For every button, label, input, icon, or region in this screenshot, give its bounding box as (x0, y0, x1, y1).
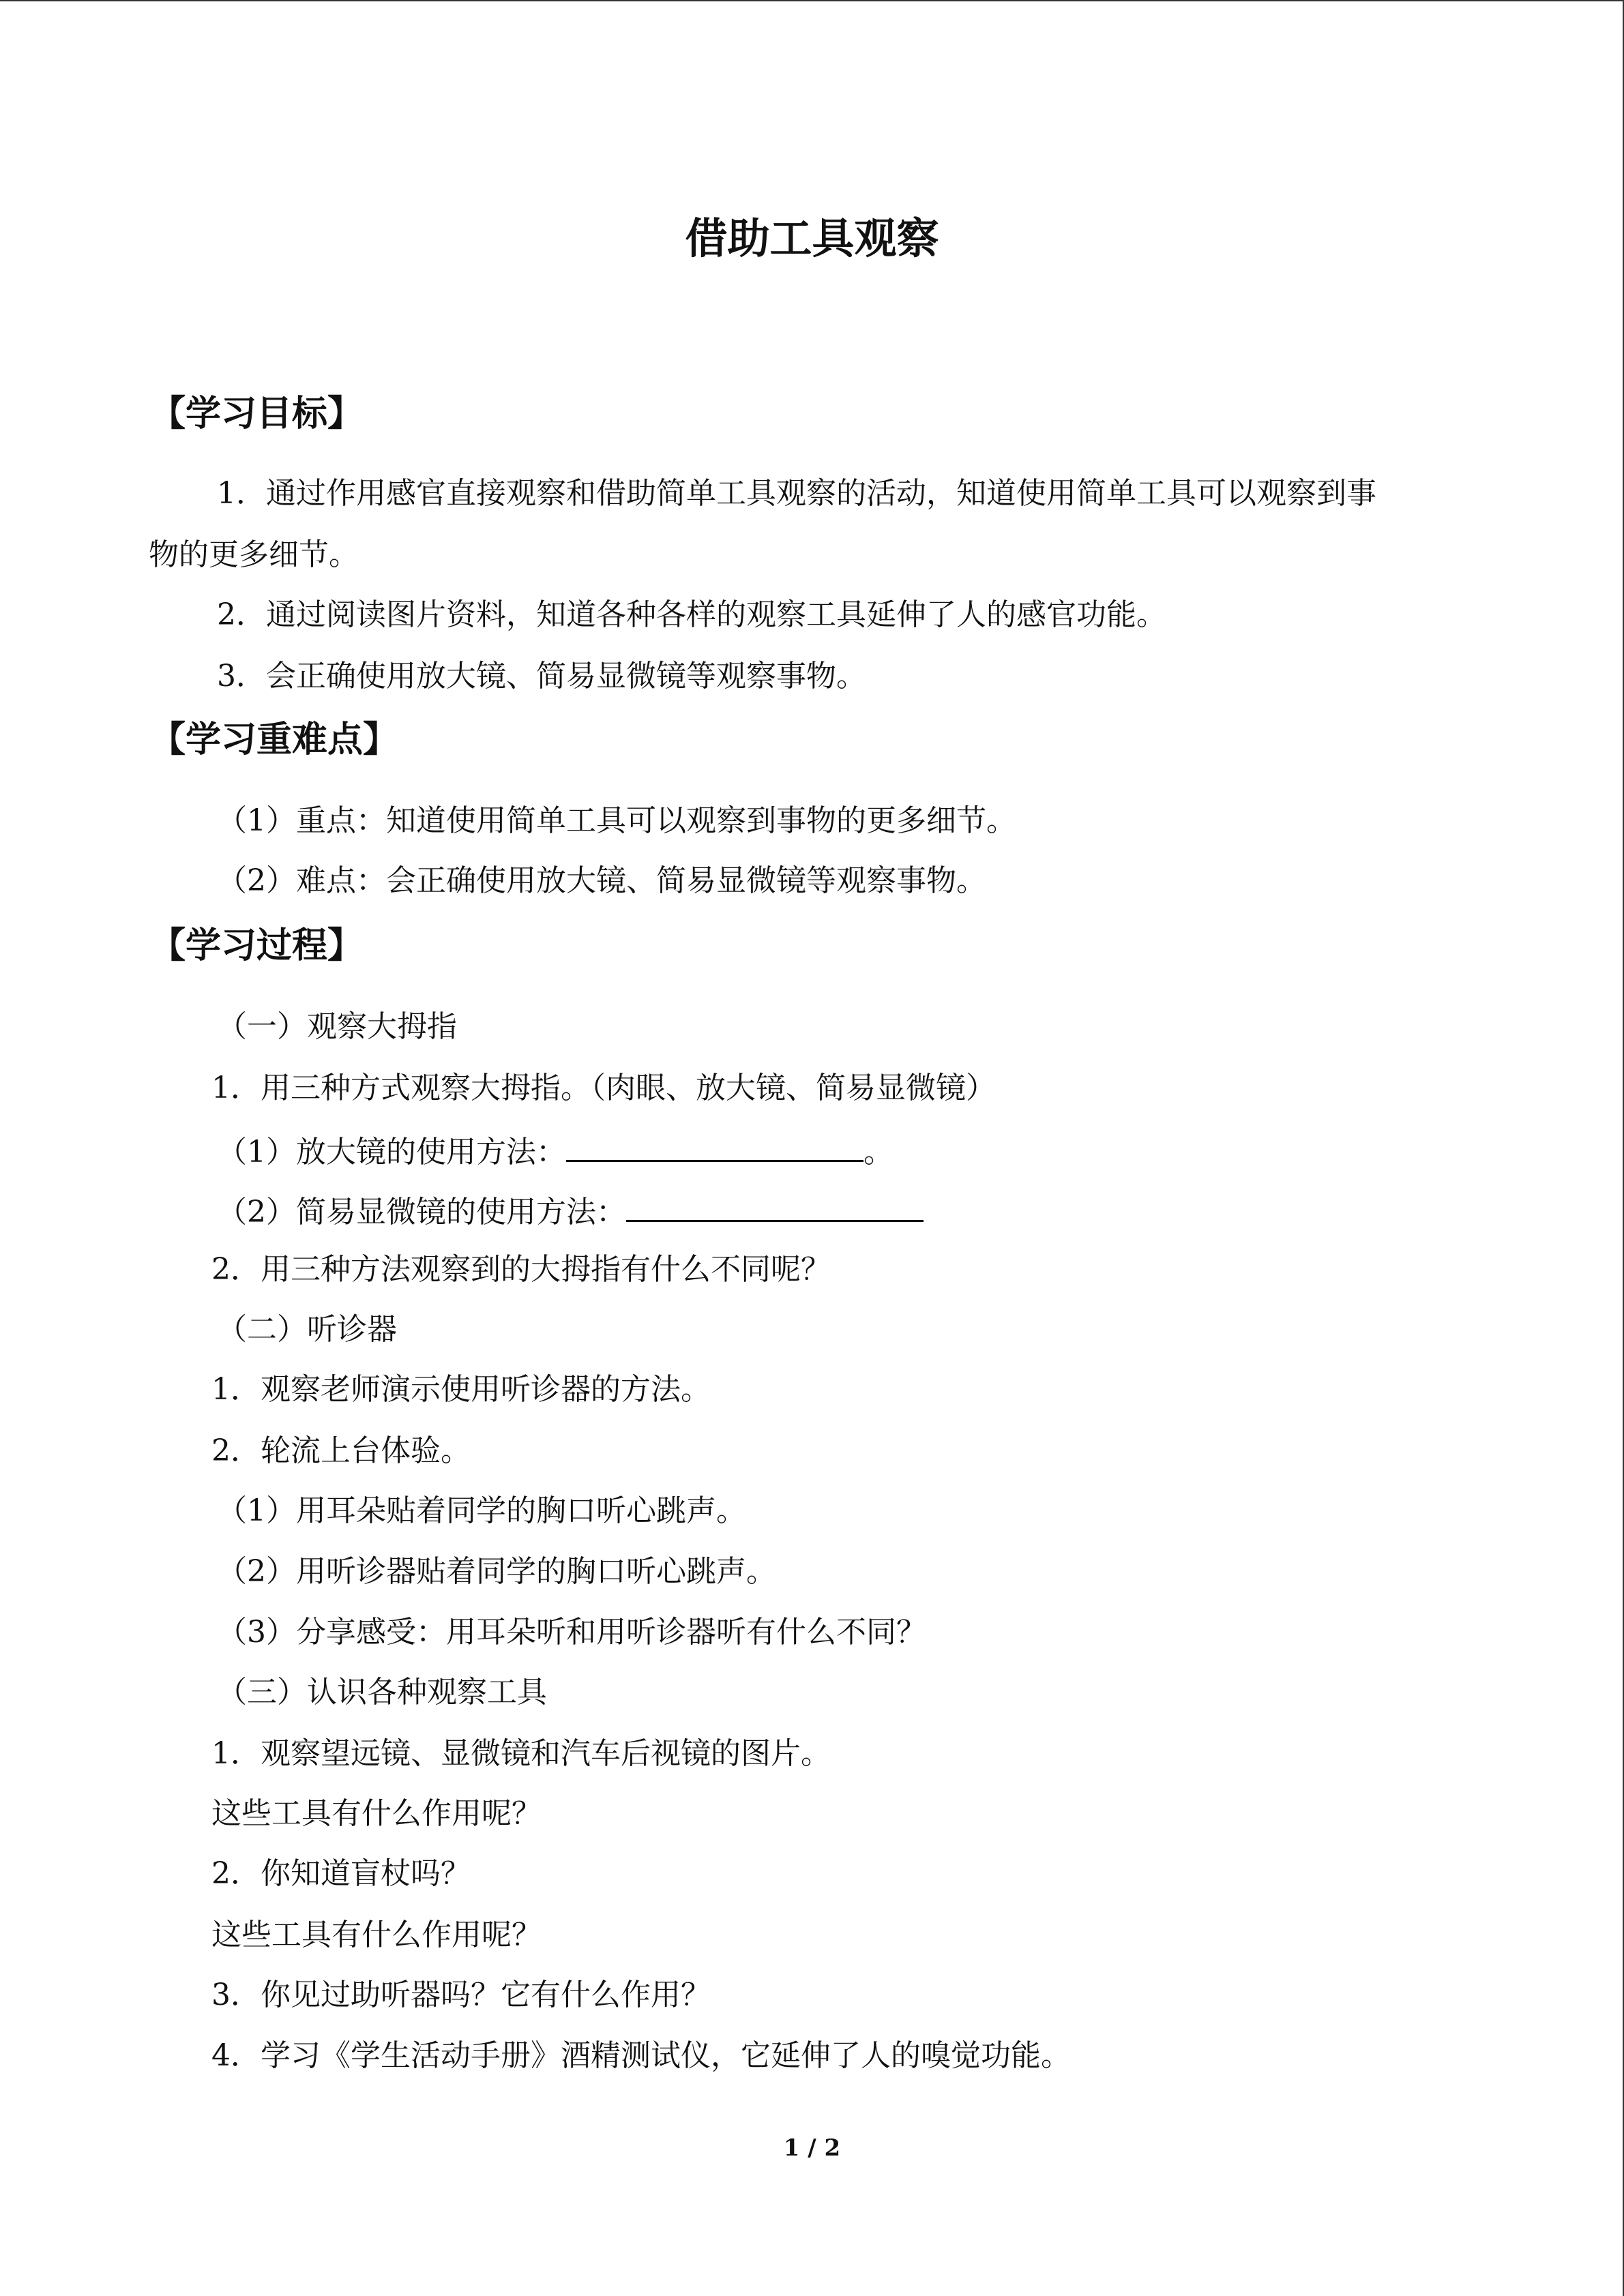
magnifier-usage-period: 。 (863, 1135, 894, 1169)
magnifier-usage-blank[interactable] (566, 1129, 863, 1162)
microscope-usage-label: （2）简易显微镜的使用方法： (217, 1195, 626, 1229)
key-point-item-1: （1）重点：知道使用简单工具可以观察到事物的更多细节。 (217, 803, 1016, 838)
key-point-item-2: （2）难点：会正确使用放大镜、简易显微镜等观察事物。 (217, 863, 986, 898)
process-item-6: （二）听诊器 (217, 1312, 397, 1347)
section-heading-key-points: 【学习重难点】 (150, 719, 399, 760)
process-item-7: 1．观察老师演示使用听诊器的方法。 (211, 1372, 711, 1407)
process-item-16: 这些工具有什么作用呢？ (211, 1918, 542, 1952)
process-item-4 (217, 1189, 924, 1233)
page-title: 借助工具观察 (685, 213, 939, 263)
process-item-13: 1．观察望远镜、显微镜和汽车后视镜的图片。 (211, 1736, 831, 1771)
goal-item-1: 1．通过作用感官直接观察和借助简单工具观察的活动，知道使用简单工具可以观察到事 (217, 476, 1376, 511)
process-item-18: 4．学习《学生活动手册》酒精测试仪，它延伸了人的嗅觉功能。 (211, 2038, 1071, 2073)
process-item-3 (217, 1129, 894, 1173)
process-item-8: 2．轮流上台体验。 (211, 1433, 471, 1468)
process-item-12: （三）认识各种观察工具 (217, 1675, 547, 1710)
process-item-9: （1）用耳朵贴着同学的胸口听心跳声。 (217, 1493, 746, 1528)
page-number: 1 / 2 (783, 2134, 841, 2162)
section-heading-goals: 【学习目标】 (150, 393, 364, 434)
process-item-17: 3．你见过助听器吗？它有什么作用？ (211, 1978, 711, 2012)
goal-item-3: 3．会正确使用放大镜、简易显微镜等观察事物。 (217, 659, 866, 694)
process-item-5: 2．用三种方法观察到的大拇指有什么不同呢？ (211, 1252, 831, 1287)
microscope-usage-blank[interactable] (626, 1189, 924, 1222)
process-item-15: 2．你知道盲杖吗？ (211, 1856, 471, 1891)
process-item-2: 1．用三种方式观察大拇指。（肉眼、放大镜、简易显微镜） (211, 1071, 996, 1105)
section-heading-process: 【学习过程】 (150, 925, 364, 966)
process-item-11: （3）分享感受：用耳朵听和用听诊器听有什么不同？ (217, 1615, 926, 1650)
process-item-14: 这些工具有什么作用呢？ (211, 1796, 542, 1831)
goal-item-2: 2．通过阅读图片资料，知道各种各样的观察工具延伸了人的感官功能。 (217, 597, 1166, 632)
process-item-1: （一）观察大拇指 (217, 1009, 457, 1044)
process-item-10: （2）用听诊器贴着同学的胸口听心跳声。 (217, 1554, 776, 1589)
magnifier-usage-label: （1）放大镜的使用方法： (217, 1135, 566, 1169)
goal-item-1-cont: 物的更多细节。 (149, 537, 359, 572)
